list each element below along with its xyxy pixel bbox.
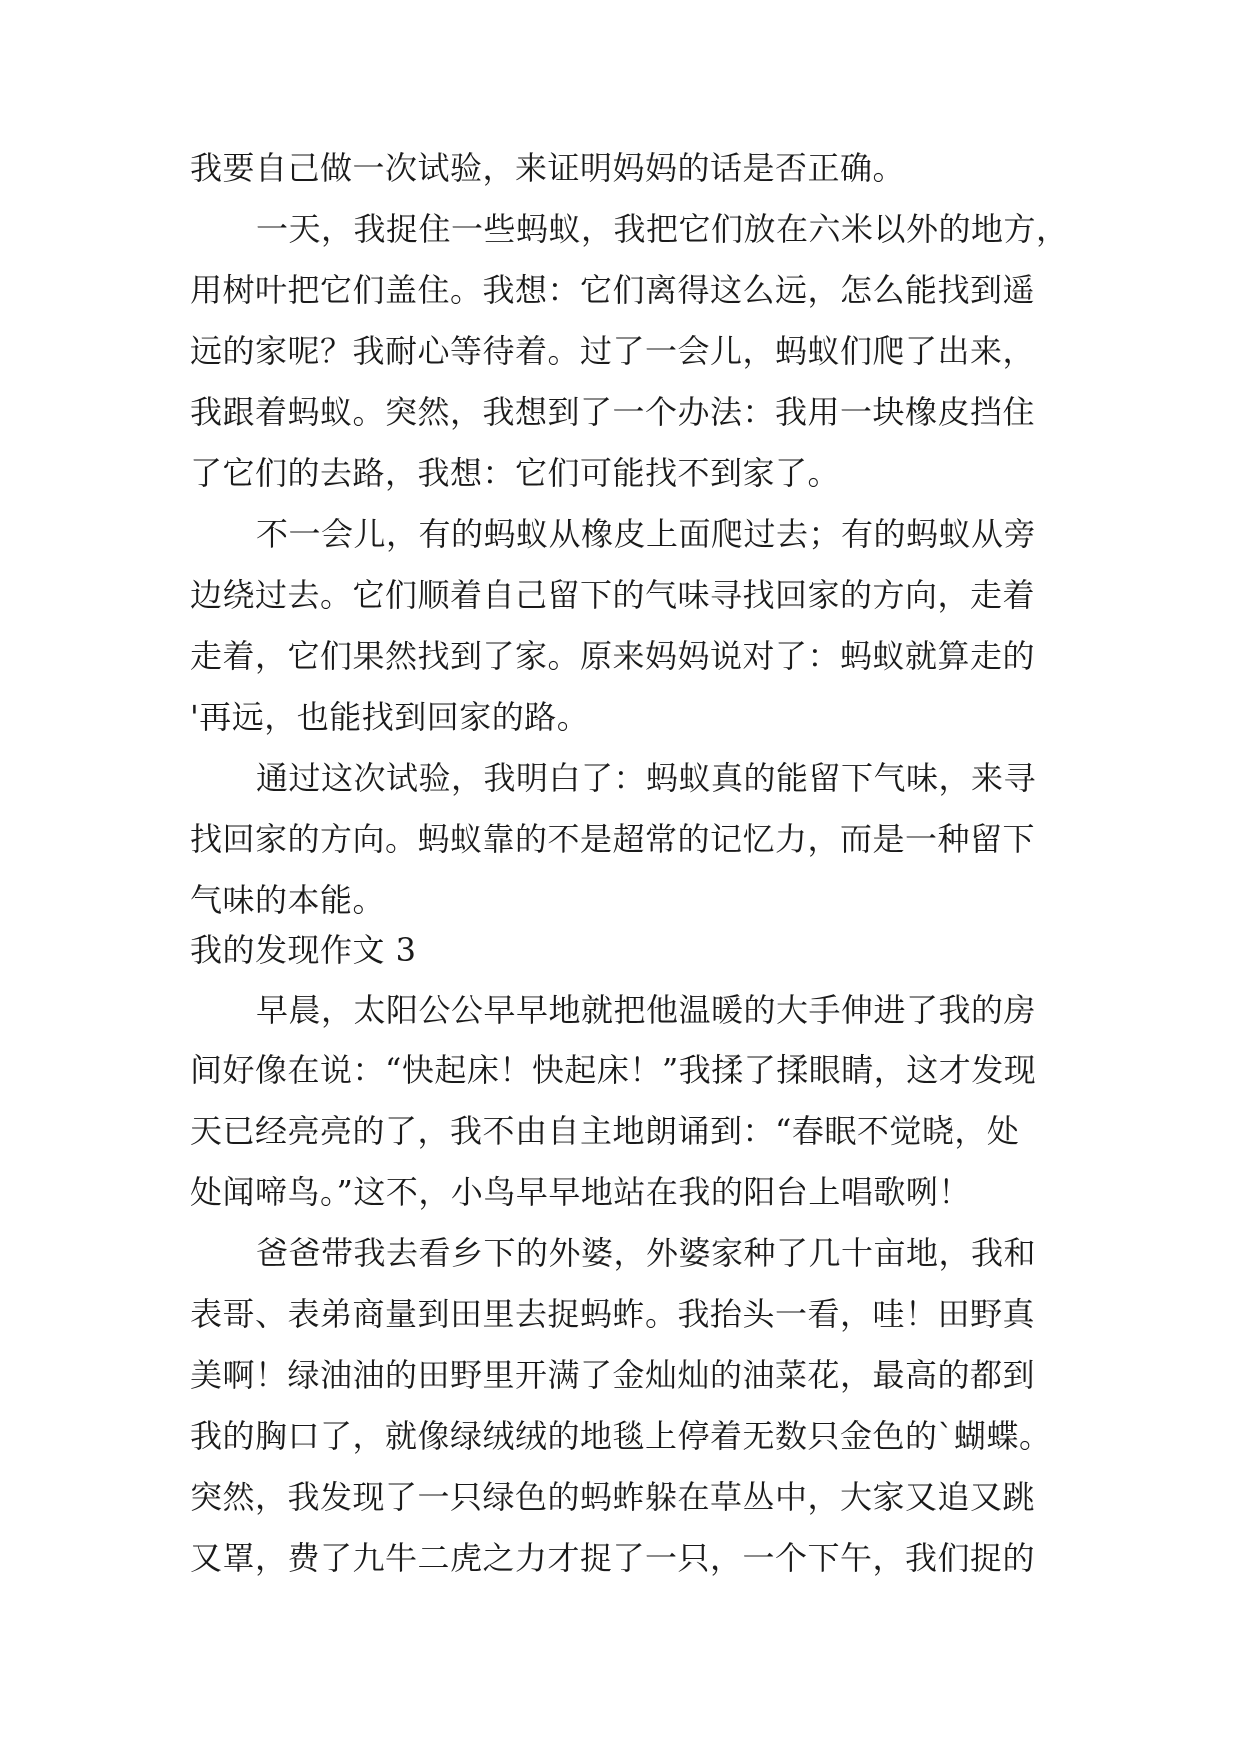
text-line: 我的胸口了，就像绿绒绒的地毯上停着无数只金色的`蝴蝶。: [190, 1417, 1052, 1455]
text-line: 我跟着蚂蚁。突然，我想到了一个办法：我用一块橡皮挡住: [190, 393, 1036, 431]
text-line: 表哥、表弟商量到田里去捉蚂蚱。我抬头一看，哇！田野真: [190, 1295, 1036, 1333]
text-line: 气味的本能。: [190, 881, 386, 919]
text-line: 远的家呢？我耐心等待着。过了一会儿，蚂蚁们爬了出来，: [190, 332, 1036, 370]
text-line: 美啊！绿油油的田野里开满了金灿灿的油菜花，最高的都到: [190, 1356, 1036, 1394]
paragraph-line: 通过这次试验，我明白了：蚂蚁真的能留下气味，来寻: [256, 759, 1037, 797]
paragraph-line: 一天，我捉住一些蚂蚁，我把它们放在六米以外的地方，: [256, 210, 1069, 248]
text-line: 突然，我发现了一只绿色的蚂蚱躲在草丛中，大家又追又跳: [190, 1478, 1036, 1516]
text-line: 边绕过去。它们顺着自己留下的气味寻找回家的方向，走着: [190, 576, 1036, 614]
text-line: 走着，它们果然找到了家。原来妈妈说对了：蚂蚁就算走的: [190, 637, 1036, 675]
paragraph-line: 爸爸带我去看乡下的外婆，外婆家种了几十亩地，我和: [256, 1234, 1037, 1272]
text-line: 处闻啼鸟。”这不，小鸟早早地站在我的阳台上唱歌咧！: [190, 1173, 971, 1211]
paragraph-line: 不一会儿，有的蚂蚁从橡皮上面爬过去；有的蚂蚁从旁: [256, 515, 1037, 553]
text-line: 找回家的方向。蚂蚁靠的不是超常的记忆力，而是一种留下: [190, 820, 1036, 858]
text-line: '再远，也能找到回家的路。: [190, 698, 590, 736]
text-line: 我要自己做一次试验，来证明妈妈的话是否正确。: [190, 149, 906, 187]
text-line: 天已经亮亮的了，我不由自主地朗诵到：“春眠不觉晓，处: [190, 1112, 1020, 1150]
text-line: 又罩，费了九牛二虎之力才捉了一只，一个下午，我们捉的: [190, 1539, 1036, 1577]
paragraph-line: 早晨，太阳公公早早地就把他温暖的大手伸进了我的房: [256, 991, 1037, 1029]
text-line: 间好像在说：“快起床！快起床！”我揉了揉眼睛，这才发现: [190, 1051, 1037, 1089]
text-line: 了它们的去路，我想：它们可能找不到家了。: [190, 454, 841, 492]
text-line: 用树叶把它们盖住。我想：它们离得这么远，怎么能找到遥: [190, 271, 1036, 309]
section-heading: 我的发现作文 3: [190, 931, 417, 969]
